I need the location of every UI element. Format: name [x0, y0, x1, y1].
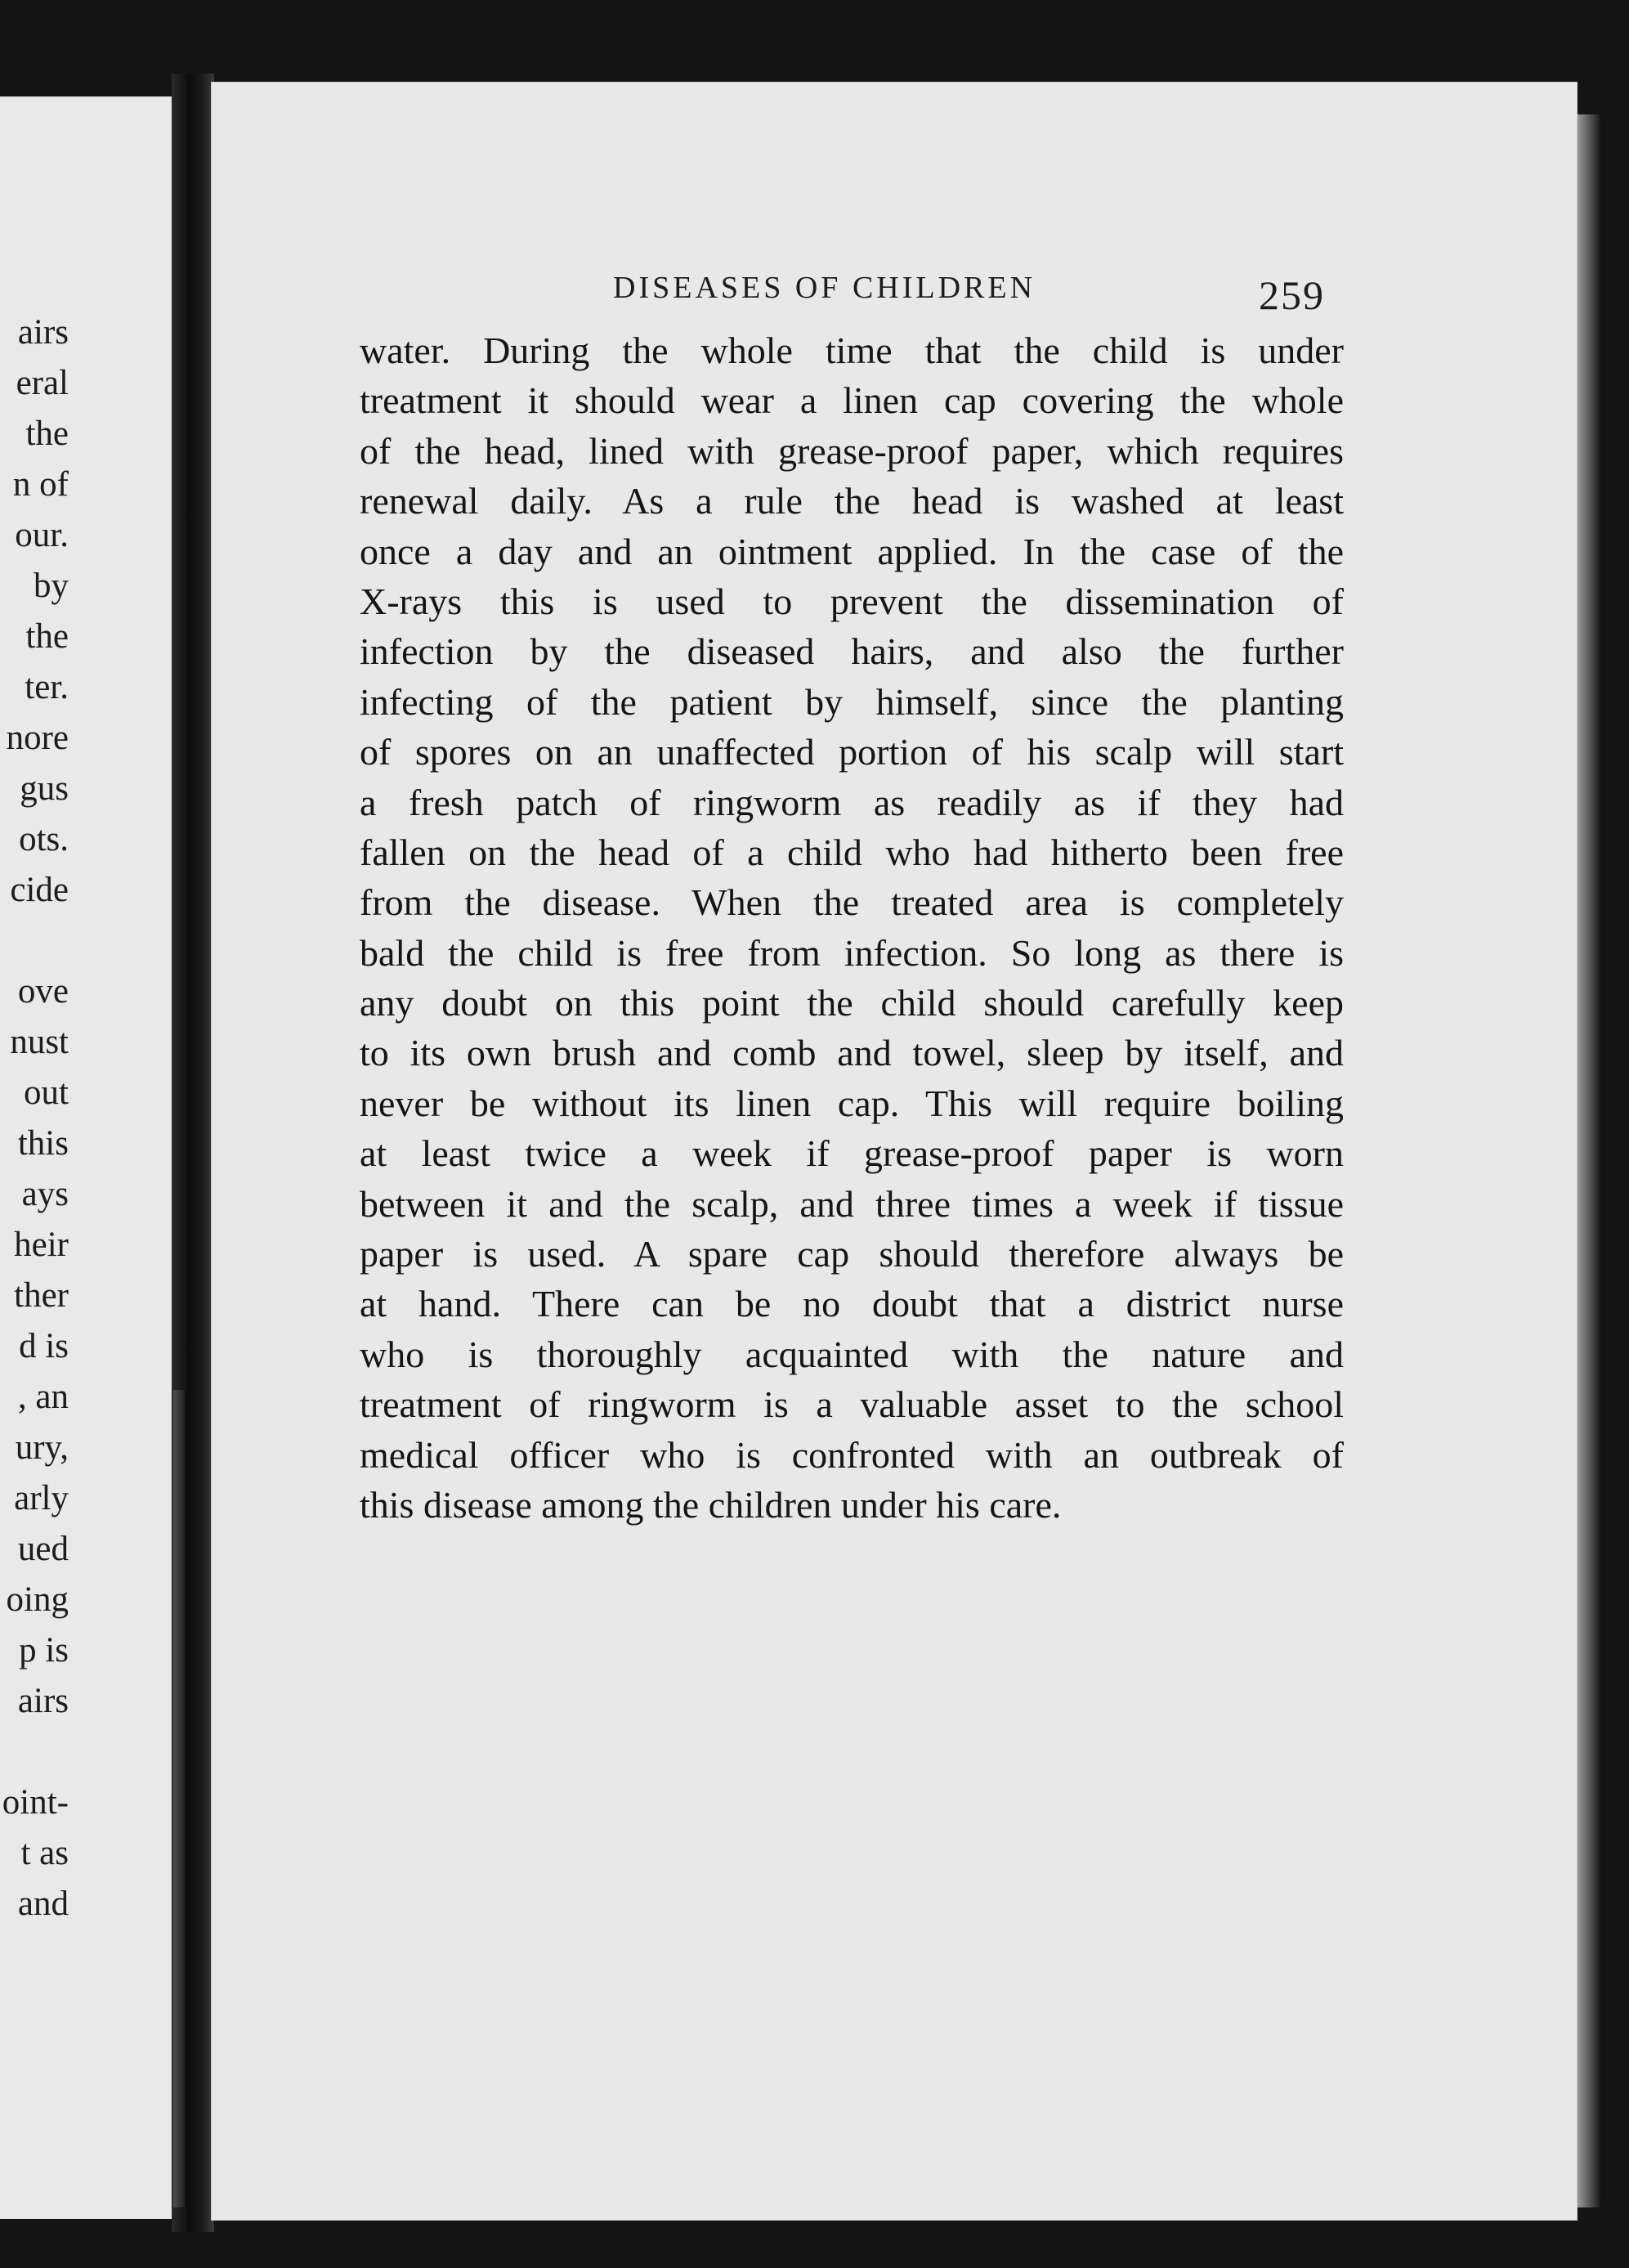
text-line: infection by the diseased hairs, and also the further: [360, 630, 1344, 673]
previous-page-line: cide: [10, 871, 69, 909]
previous-page-line: eral: [16, 364, 69, 402]
text-line: any doubt on this point the child should carefully keep: [360, 982, 1344, 1024]
previous-page-line: ther: [14, 1276, 69, 1315]
text-line: of spores on an unaffected portion of his scalp will start: [360, 731, 1344, 773]
text-line: between it and the scalp, and three times a week if tissue: [360, 1182, 1344, 1225]
text-line: treatment of ringworm is a valuable asset to the school: [360, 1383, 1344, 1426]
previous-page-line: oint-: [2, 1783, 69, 1822]
previous-page-line: the: [25, 617, 69, 656]
text-line: medical officer who is confronted with an outbreak of: [360, 1433, 1344, 1476]
previous-page-line: ays: [21, 1175, 69, 1213]
previous-page-line: ove: [17, 972, 69, 1011]
running-head: DISEASES OF CHILDREN: [613, 271, 1036, 305]
previous-page-line: ury,: [15, 1428, 69, 1467]
previous-page-line: t as: [20, 1834, 69, 1872]
text-line: infecting of the patient by himself, since the planting: [360, 680, 1344, 723]
text-line: who is thoroughly acquainted with the nature and: [360, 1333, 1344, 1375]
text-line: of the head, lined with grease-proof paper, which requires: [360, 429, 1344, 472]
previous-page-line: [2, 1727, 69, 1777]
text-line: at least twice a week if grease-proof paper is worn: [360, 1132, 1344, 1175]
previous-page-line: arly: [14, 1479, 69, 1517]
text-line: renewal daily. As a rule the head is washed at least: [360, 480, 1344, 522]
previous-page-line: nore: [6, 719, 69, 757]
gutter-highlight: [173, 1390, 185, 2207]
previous-page-line: airs: [17, 1682, 69, 1720]
previous-page-line: n of: [12, 465, 69, 504]
text-line: bald the child is free from infection. So long as there is: [360, 931, 1344, 974]
text-line: once a day and an ointment applied. In the case of the: [360, 530, 1344, 572]
text-line: never be without its linen cap. This will require boiling: [360, 1082, 1344, 1124]
previous-page-line: nust: [10, 1023, 69, 1061]
previous-page-line: ued: [17, 1530, 69, 1568]
previous-page-line: by: [34, 567, 69, 605]
text-line: at hand. There can be no doubt that a district nurse: [360, 1283, 1344, 1325]
previous-page-line: d is: [19, 1327, 69, 1365]
text-line: from the disease. When the treated area is completely: [360, 881, 1344, 924]
previous-page-line: oing: [6, 1580, 69, 1619]
previous-page-line: ter.: [25, 668, 69, 706]
previous-page-line: heir: [14, 1226, 69, 1264]
previous-page-line: ots.: [19, 820, 69, 858]
previous-page-line: our.: [15, 516, 69, 554]
previous-page-line: p is: [19, 1631, 69, 1670]
text-line: treatment it should wear a linen cap covering the whole: [360, 379, 1344, 422]
page-number: 259: [1259, 272, 1325, 318]
text-line: water. During the whole time that the child is under: [360, 329, 1344, 371]
text-line: paper is used. A spare cap should therefore always be: [360, 1233, 1344, 1275]
previous-page-line: and: [17, 1885, 69, 1923]
text-line: a fresh patch of ringworm as readily as if they had: [360, 781, 1344, 823]
page-edge: [1578, 114, 1600, 2207]
previous-page-line: out: [24, 1073, 69, 1112]
previous-page-line: this: [17, 1124, 69, 1163]
previous-page-line-endings: [2, 307, 69, 1930]
previous-page-line: gus: [20, 769, 69, 808]
previous-page-line: the: [25, 415, 69, 453]
body-text: [360, 325, 1344, 1530]
previous-page-line: [2, 916, 69, 966]
text-line: to its own brush and comb and towel, sleep by itself, and: [360, 1032, 1344, 1074]
text-line: X-rays this is used to prevent the dissemination of: [360, 580, 1344, 622]
text-line: this disease among the children under his care.: [360, 1483, 1062, 1526]
previous-page-line: airs: [17, 313, 69, 352]
previous-page-fragment: [0, 96, 190, 2219]
text-line: fallen on the head of a child who had hitherto been free: [360, 831, 1344, 873]
previous-page-line: , an: [17, 1378, 69, 1416]
